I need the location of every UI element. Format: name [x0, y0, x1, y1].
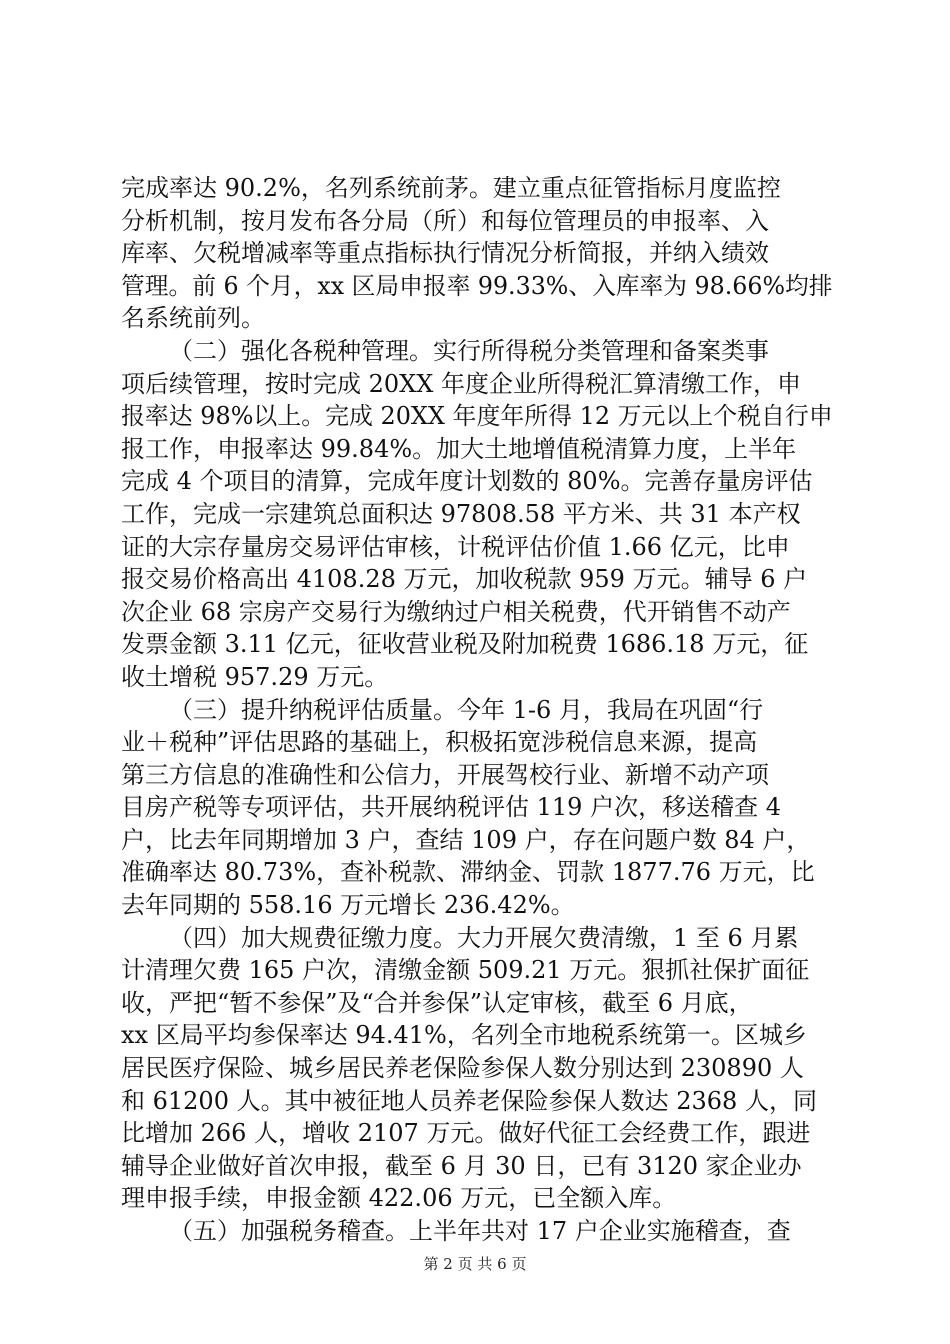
text-line: 报率达 98%以上。完成 20XX 年度年所得 12 万元以上个税自行申 — [121, 402, 833, 431]
text-line: 库率、欠税增减率等重点指标执行情况分析简报，并纳入绩效 — [121, 239, 769, 268]
text-line: 准确率达 80.73%，查补税款、滞纳金、罚款 1877.76 万元，比 — [121, 858, 815, 887]
text-line: 分析机制，按月发布各分局（所）和每位管理员的申报率、入 — [121, 206, 769, 235]
text-line: 完成 4 个项目的清算，完成年度计划数的 80%。完善存量房评估 — [121, 467, 813, 496]
text-line: 收，严把“暂不参保”及“合并参保”认定审核，截至 6 月底， — [121, 988, 753, 1017]
text-line: xx 区局平均参保率达 94.41%，名列全市地税系统第一。区城乡 — [121, 1021, 807, 1050]
text-line: 报工作，申报率达 99.84%。加大土地增值税清算力度，上半年 — [121, 434, 797, 463]
paragraph-start-line: （五）加强税务稽查。上半年共对 17 户企业实施稽查，查 — [169, 1217, 791, 1245]
paragraph-start-line: （四）加大规费征缴力度。大力开展欠费清缴，1 至 6 月累 — [169, 923, 799, 952]
text-line: 业＋税种”评估思路的基础上，积极拓宽涉税信息来源，提高 — [121, 728, 758, 757]
text-line: 次企业 68 宗房产交易行为缴纳过户相关税费，代开销售不动产 — [121, 597, 791, 626]
paragraph-start-line: （二）强化各税种管理。实行所得税分类管理和备案类事 — [169, 336, 769, 365]
paragraph-start-line: （三）提升纳税评估质量。今年 1-6 月，我局在巩固“行 — [169, 695, 764, 724]
text-line: 管理。前 6 个月，xx 区局申报率 99.33%、入库率为 98.66%均排 — [121, 271, 833, 300]
text-line: 第三方信息的准确性和公信力，开展驾校行业、新增不动产项 — [121, 760, 769, 789]
document-body — [121, 172, 833, 1248]
text-line: 居民医疗保险、城乡居民养老保险参保人数分别达到 230890 人 — [121, 1054, 804, 1083]
text-line: 辅导企业做好首次申报，截至 6 月 30 日，已有 3120 家企业办 — [121, 1151, 802, 1180]
text-line: 项后续管理，按时完成 20XX 年度企业所得税汇算清缴工作，申 — [121, 369, 801, 398]
text-line: 比增加 266 人，增收 2107 万元。做好代征工会经费工作，跟进 — [121, 1119, 811, 1148]
text-line: 证的大宗存量房交易评估审核，计税评估价值 1.66 亿元，比申 — [121, 532, 790, 561]
text-line: 发票金额 3.11 亿元，征收营业税及附加税费 1686.18 万元，征 — [121, 630, 809, 659]
text-line: 名系统前列。 — [121, 304, 265, 333]
text-line: 目房产税等专项评估，共开展纳税评估 119 户次，移送稽查 4 — [121, 793, 781, 822]
text-line: 收土增税 957.29 万元。 — [121, 662, 389, 691]
text-line: 理申报手续，申报金额 422.06 万元，已全额入库。 — [121, 1184, 677, 1213]
page-number-footer: 第 2 页 共 6 页 — [423, 1255, 527, 1273]
text-line: 户，比去年同期增加 3 户，查结 109 户，存在问题户数 84 户， — [121, 825, 811, 854]
text-line: 和 61200 人。其中被征地人员养老保险参保人数达 2368 人，同 — [121, 1086, 817, 1115]
text-line: 去年同期的 558.16 万元增长 236.42%。 — [121, 891, 575, 920]
text-line: 计清理欠费 165 户次，清缴金额 509.21 万元。狠抓社保扩面征 — [121, 956, 810, 985]
text-line: 完成率达 90.2%，名列系统前茅。建立重点征管指标月度监控 — [121, 174, 781, 202]
text-line: 报交易价格高出 4108.28 万元，加收税款 959 万元。辅导 6 户 — [121, 565, 808, 594]
text-line: 工作，完成一宗建筑总面积达 97808.58 平方米、共 31 本产权 — [121, 499, 801, 528]
